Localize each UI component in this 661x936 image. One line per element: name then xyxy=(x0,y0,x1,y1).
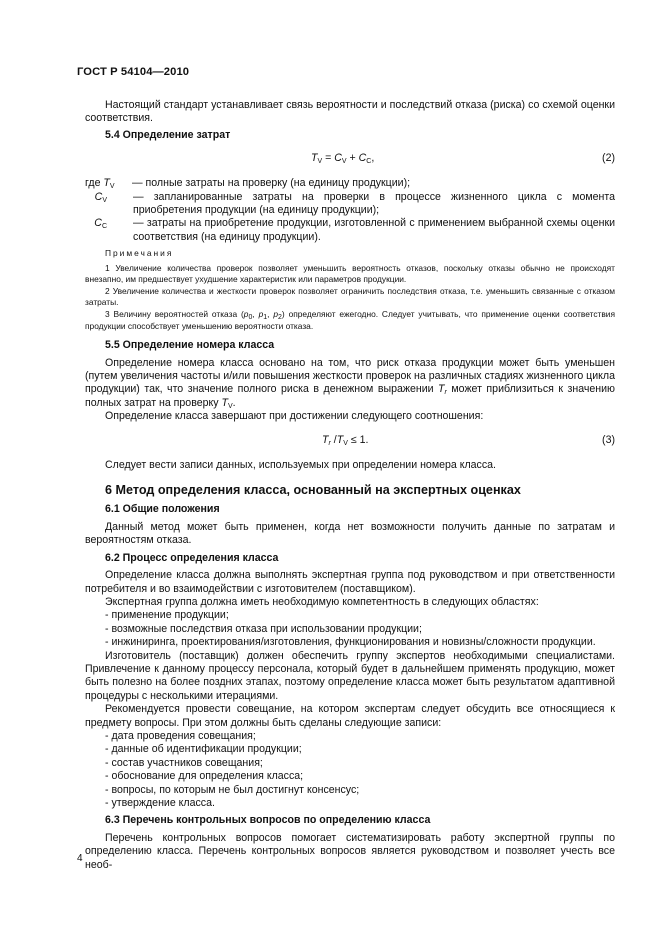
definition-tv xyxy=(85,177,615,190)
definition-cv xyxy=(85,191,615,218)
definition-tv-symbol: где $T_V$ xyxy=(85,177,115,191)
section-5-5-paragraph-1: Определение номера класса основано на том, что риск отказа продукции может быть уменьшен (путем увеличения частоты и/или повышения жесткости проверок на различных стадиях жизненного цикла продукции) так, что значение полного риска в денежном выражении $T_r$ может приблизиться к значению полных затрат на проверку $T_V$. xyxy=(85,356,615,410)
definition-tv-text: — полные затраты на проверку (на единицу продукции); xyxy=(132,177,411,190)
list-item: - возможные последствия отказа при использовании продукции; xyxy=(105,622,422,635)
definition-cc-symbol: $C_C$ xyxy=(94,217,107,231)
section-6-2-paragraph-2: Экспертная группа должна иметь необходимую компетентность в следующих областях: xyxy=(105,595,539,608)
section-6-3-paragraph: Перечень контрольных вопросов помогает систематизировать работу экспертной группы по определению класса. Перечень контрольных вопросов является руководством и позволяет учесть все необ- xyxy=(85,831,615,871)
page-content xyxy=(85,99,615,872)
section-6-3-heading: 6.3 Перечень контрольных вопросов по определению класса xyxy=(105,814,431,827)
definition-cc xyxy=(85,217,615,244)
section-6-2-paragraph-4: Рекомендуется провести совещание, на котором экспертам следует обсудить все относящиеся к предмету вопросы. При этом должны быть сделаны следующие записи: xyxy=(85,703,615,729)
list-item: - утверждение класса. xyxy=(105,797,215,809)
section-6-1-paragraph: Данный метод может быть применен, когда нет возможности получить данные по затратам и вероятностям отказа. xyxy=(85,520,615,547)
note-3: 3 Величину вероятностей отказа ($p_0$, $p_1$, $p_2$) определяют ежегодно. Следует учитывать, что применение оценки соответствия продукции способствует уменьшению вероятности отказа. xyxy=(85,309,616,331)
list-item: - инжиниринга, проектирования/изготовления, функционирования и новизны/сложности продукции. xyxy=(105,636,596,649)
page-number: 4 xyxy=(77,853,83,864)
where-label: где xyxy=(85,177,101,190)
notes-title: Примечания xyxy=(105,248,174,259)
note-2: 2 Увеличение количества и жесткости проверок позволяет ограничить последствия отказа, т.е. уменьшить связанные с отказом затраты. xyxy=(85,285,615,308)
definition-cv-text: — запланированные затраты на проверки в процессе жизненного цикла с момента приобретения продукции (на единицу продукции); xyxy=(133,190,615,217)
list-item: - данные об идентификации продукции; xyxy=(105,743,302,756)
section-6-heading: 6 Метод определения класса, основанный на экспертных оценках xyxy=(105,483,521,498)
formula-3-number: (3) xyxy=(602,433,615,446)
formula-3 xyxy=(85,434,615,449)
symbol-definitions xyxy=(85,177,615,244)
intro-paragraph: Настоящий стандарт устанавливает связь вероятности и последствий отказа (риска) со схемой оценки соответствия. xyxy=(85,99,615,125)
section-6-1-heading: 6.1 Общие положения xyxy=(105,503,220,516)
list-item: - вопросы, по которым не был достигнут консенсус; xyxy=(105,783,360,796)
note-1: 1 Увеличение количества проверок позволяет уменьшить вероятность отказов, поскольку отказы обычно не происходят внезапно, им предшествует ухудшение характеристик или параметров продукции. xyxy=(85,262,615,285)
section-5-5-paragraph-3: Следует вести записи данных, используемых при определении номера класса. xyxy=(105,458,496,471)
formula-2-expression: $T_V = C_V + C_C$, xyxy=(311,152,375,166)
formula-3-expression: $T_r$ $/T_V \le 1$. xyxy=(322,433,369,447)
section-6-2-heading: 6.2 Процесс определения класса xyxy=(105,551,279,564)
list-item: - применение продукции; xyxy=(105,609,229,622)
section-6-2-paragraph-3: Изготовитель (поставщик) должен обеспечить группу экспертов необходимыми специалистами. Привлечение к данному процессу персонала, который будет в дальнейшем применять продукцию, может быть полезно на более поздних этапах, поэтому определение класса может быть результатом адаптивной процедуры с несколькими итерациями. xyxy=(85,649,615,702)
list-item: - состав участников совещания; xyxy=(105,756,263,769)
section-5-4-heading: 5.4 Определение затрат xyxy=(105,128,231,141)
list-item: - дата проведения совещания; xyxy=(105,729,256,742)
definition-cc-text: — затраты на приобретение продукции, изготовленной с применением выбранной схемы оценки соответствия (на единицу продукции). xyxy=(133,217,615,243)
definition-cv-symbol: $C_V$ xyxy=(94,190,107,204)
formula-2 xyxy=(85,152,615,167)
section-5-5-paragraph-2: Определение класса завершают при достижении следующего соотношения: xyxy=(105,410,484,423)
standard-header: ГОСТ Р 54104—2010 xyxy=(77,66,190,78)
formula-2-number: (2) xyxy=(602,152,615,165)
section-6-2-paragraph-1: Определение класса должна выполнять экспертная группа под руководством и при ответственности потребителя и во взаимодействии с изготовителем (поставщиком). xyxy=(85,569,615,595)
list-item: - обоснование для определения класса; xyxy=(105,770,304,783)
section-5-5-heading: 5.5 Определение номера класса xyxy=(105,339,275,352)
